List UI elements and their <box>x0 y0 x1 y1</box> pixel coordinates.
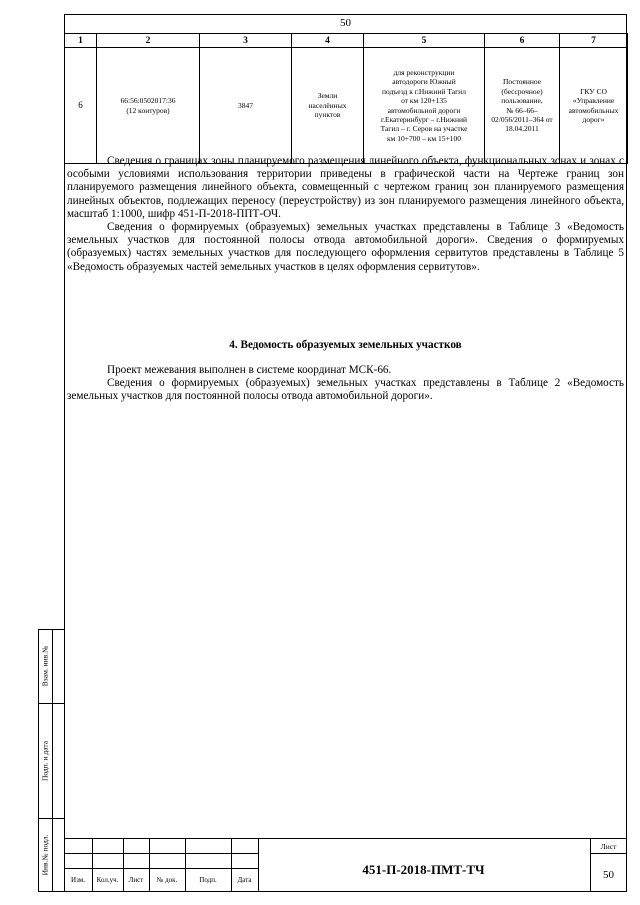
title-block-row-line <box>64 853 258 854</box>
document-code: 451-П-2018-ПМТ-ТЧ <box>362 861 485 877</box>
margin-cell-vzam <box>38 629 64 703</box>
title-block-col-label: Лист <box>128 876 144 884</box>
land-category-cell: Земли населённых пунктов <box>292 48 364 164</box>
title-block-col-label: Дата <box>237 876 252 884</box>
table-header-cell: 1 <box>65 34 97 48</box>
table-header-cell: 5 <box>364 34 485 48</box>
table-header-cell: 6 <box>485 34 560 48</box>
land-plot-table <box>64 33 628 164</box>
holder-cell: ГКУ СО «Управление автомобильных дорог» <box>560 48 628 164</box>
body-text-block <box>67 364 624 404</box>
title-block-sheet-line <box>590 853 627 854</box>
right-type-cell: Постоянное (бессрочное) пользование, № 66–66– 02/056/2011–364 от 18.04.2011 <box>485 48 560 164</box>
permitted-use-cell: для реконструкции автодороги Южный подъезд к г.Нижний Тагил от км 120+135 автомобильной дороги г.Екатеринбург – г.Нижний Тагил – г. Серов на участке км 10+700 – км 15+100 <box>364 48 485 164</box>
sheet-label: Лист <box>600 842 617 851</box>
body-text-block <box>67 155 624 274</box>
paragraph: Сведения о границах зоны планируемого размещения линейного объекта, функциональных зонах и зонах с особыми условиями использования территории приведены в графической части на Чертеже границ зон планируемого размещения линейного объекта, совмещенный с чертежом границ зон планируемого размещения линейных объектов, подлежащих переносу (переустройству) из зон планируемого размещения линейного объекта, масштаб 1:1000, шифр 451-П-2018-ППТ-ОЧ. <box>67 155 624 220</box>
margin-cell-podp <box>38 703 64 818</box>
sheet-number: 50 <box>603 869 614 881</box>
margin-label: Инв.№ подл. <box>40 834 50 876</box>
page-number-top: 50 <box>340 17 351 29</box>
table-header-cell: 4 <box>292 34 364 48</box>
paragraph: Проект межевания выполнен в системе координат МСК-66. <box>107 364 392 376</box>
title-block-row-line <box>64 868 258 869</box>
title-block-col-label: № док. <box>156 876 178 884</box>
area-cell: 3847 <box>200 48 292 164</box>
table-header-cell: 2 <box>97 34 200 48</box>
table-header-cell: 7 <box>560 34 628 48</box>
row-number-cell: 6 <box>65 48 97 164</box>
table-header-cell: 3 <box>200 34 292 48</box>
paragraph: Сведения о формируемых (образуемых) земельных участках представлены в Таблице 2 «Ведомость земельных участков для постоянной полосы отвода автомобильной дороги». <box>67 377 624 403</box>
section-heading: 4. Ведомость образуемых земельных участков <box>229 339 462 351</box>
margin-label: Взам. инв.№ <box>40 645 50 687</box>
title-block-col-label: Кол.уч. <box>96 876 119 884</box>
margin-cell-inv <box>38 818 64 892</box>
title-block-col-label: Подп. <box>199 876 217 884</box>
title-block-col-label: Изм. <box>71 876 85 884</box>
margin-label: Подп. и дата <box>40 740 50 781</box>
cadastral-number-cell: 66:56:0502017:36 (12 контуров) <box>97 48 200 164</box>
table-row <box>65 48 628 164</box>
table-header-row <box>65 34 628 48</box>
paragraph: Сведения о формируемых (образуемых) земельных участках представлены в Таблице 3 «Ведомость земельных участков для постоянной полосы отвода автомобильной дороги». Сведения о формируемых (образуемых) частях земельных участков для последующего оформления сервитутов представлены в Таблице 5 «Ведомость образуемых частей земельных участков в целях оформления сервитутов». <box>67 221 624 273</box>
